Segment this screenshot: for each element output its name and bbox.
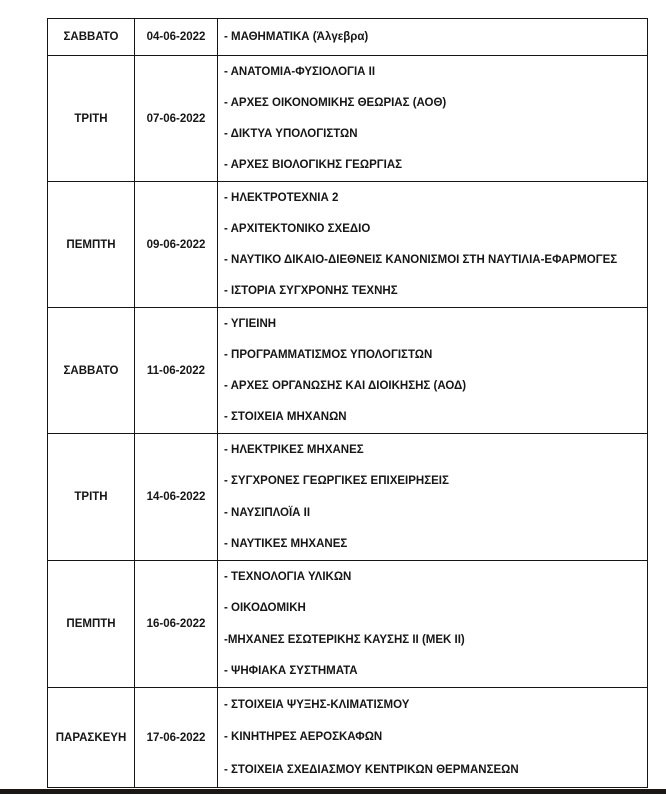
- subject-item: - ΠΡΟΓΡΑΜΜΑΤΙΣΜΟΣ ΥΠΟΛΟΓΙΣΤΩΝ: [224, 349, 433, 361]
- subjects-cell: [218, 308, 648, 434]
- subject-item: - ΟΙΚΟΔΟΜΙΚΗ: [224, 602, 306, 615]
- day-label: ΤΡΙΤΗ: [74, 491, 108, 503]
- subject-item: - ΨΗΦΙΑΚΑ ΣΥΣΤΗΜΑΤΑ: [224, 664, 358, 677]
- table-row: [48, 182, 648, 308]
- subject-item: - ΝΑΥΤΙΚΟ ΔΙΚΑΙΟ-ΔΙΕΘΝΕΙΣ ΚΑΝΟΝΙΣΜΟΙ ΣΤΗ ΝΑΥΤΙΛΙΑ-ΕΦΑΡΜΟΓΕΣ: [224, 254, 618, 266]
- subjects-list: [218, 309, 647, 433]
- exam-schedule-table: [47, 18, 648, 788]
- subject-item: -ΜΗΧΑΝΕΣ ΕΣΩΤΕΡΙΚΗΣ ΚΑΥΣΗΣ ΙΙ (ΜΕΚ ΙΙ): [224, 633, 465, 646]
- date-cell: [135, 434, 218, 561]
- subject-item: - ΔΙΚΤΥΑ ΥΠΟΛΟΓΙΣΤΩΝ: [224, 128, 358, 140]
- subject-item: - ΙΣΤΟΡΙΑ ΣΥΓΧΡΟΝΗΣ ΤΕΧΝΗΣ: [224, 285, 398, 297]
- date-cell: [135, 182, 218, 308]
- subject-item: - ΣΥΓΧΡΟΝΕΣ ΓΕΩΡΓΙΚΕΣ ΕΠΙΧΕΙΡΗΣΕΙΣ: [224, 475, 449, 488]
- subject-item: - ΥΓΙΕΙΝΗ: [224, 318, 277, 330]
- date-cell: [135, 56, 218, 182]
- date-cell: [135, 688, 218, 788]
- subjects-cell: [218, 688, 648, 788]
- subject-item: - ΚΙΝΗΤΗΡΕΣ ΑΕΡΟΣΚΑΦΩΝ: [224, 731, 383, 744]
- day-label: ΠΕΜΠΤΗ: [66, 238, 116, 251]
- subject-item: - ΑΡΧΕΣ ΟΙΚΟΝΟΜΙΚΗΣ ΘΕΩΡΙΑΣ (ΑΟΘ): [224, 97, 447, 109]
- page-bottom-edge: [0, 789, 666, 794]
- table-row: [48, 688, 648, 788]
- subject-item: - ΗΛΕΚΤΡΙΚΕΣ ΜΗΧΑΝΕΣ: [224, 444, 364, 457]
- subjects-list: [218, 20, 647, 55]
- date-cell: [135, 561, 218, 688]
- subject-item: - ΑΡΧΙΤΕΚΤΟΝΙΚΟ ΣΧΕΔΙΟ: [224, 223, 371, 235]
- subjects-cell: [218, 19, 648, 56]
- day-cell: [48, 56, 135, 182]
- subject-item: - ΑΡΧΕΣ ΟΡΓΑΝΩΣΗΣ ΚΑΙ ΔΙΟΙΚΗΣΗΣ (ΑΟΔ): [224, 380, 467, 392]
- subject-item: - ΑΝΑΤΟΜΙΑ-ΦΥΣΙΟΛΟΓΙΑ ΙΙ: [224, 66, 376, 78]
- subjects-cell: [218, 182, 648, 308]
- table-row: [48, 19, 648, 56]
- day-cell: [48, 434, 135, 561]
- day-label: ΣΑΒΒΑΤΟ: [63, 31, 119, 43]
- subject-item: - ΑΡΧΕΣ ΒΙΟΛΟΓΙΚΗΣ ΓΕΩΡΓΙΑΣ: [224, 159, 403, 171]
- day-cell: [48, 308, 135, 434]
- day-label: ΣΑΒΒΑΤΟ: [63, 364, 119, 377]
- day-label: ΠΑΡΑΣΚΕΥΗ: [55, 731, 127, 744]
- date-label: 07-06-2022: [146, 112, 206, 125]
- subject-item: - ΜΑΘΗΜΑΤΙΚΑ (Άλγεβρα): [224, 31, 369, 43]
- day-cell: [48, 182, 135, 308]
- day-label: ΠΕΜΠΤΗ: [66, 618, 116, 630]
- day-cell: [48, 688, 135, 788]
- table-row: [48, 308, 648, 434]
- subjects-list: [218, 57, 647, 181]
- subjects-list: [218, 435, 647, 560]
- day-cell: [48, 19, 135, 56]
- subject-item: - ΣΤΟΙΧΕΙΑ ΜΗΧΑΝΩΝ: [224, 411, 347, 423]
- subjects-list: [218, 689, 647, 787]
- subject-item: - ΤΕΧΝΟΛΟΓΙΑ ΥΛΙΚΩΝ: [224, 571, 352, 584]
- table-row: [48, 56, 648, 182]
- day-cell: [48, 561, 135, 688]
- subject-item: - ΗΛΕΚΤΡΟΤΕΧΝΙΑ 2: [224, 192, 339, 204]
- date-label: 11-06-2022: [146, 364, 206, 377]
- subjects-cell: [218, 561, 648, 688]
- table-row: [48, 434, 648, 561]
- subject-item: - ΣΤΟΙΧΕΙΑ ΨΥΞΗΣ-ΚΛΙΜΑΤΙΣΜΟΥ: [224, 698, 410, 711]
- date-cell: [135, 308, 218, 434]
- subject-item: - ΝΑΥΤΙΚΕΣ ΜΗΧΑΝΕΣ: [224, 537, 348, 550]
- date-label: 16-06-2022: [146, 618, 206, 630]
- subject-item: - ΝΑΥΣΙΠΛΟΪΑ ΙΙ: [224, 506, 311, 519]
- subject-item: - ΣΤΟΙΧΕΙΑ ΣΧΕΔΙΑΣΜΟΥ ΚΕΝΤΡΙΚΩΝ ΘΕΡΜΑΝΣΕΩΝ: [224, 764, 519, 777]
- date-cell: [135, 19, 218, 56]
- table-row: [48, 561, 648, 688]
- date-label: 14-06-2022: [146, 491, 206, 503]
- date-label: 04-06-2022: [146, 31, 206, 43]
- subjects-list: [218, 562, 647, 687]
- subjects-cell: [218, 434, 648, 561]
- date-label: 09-06-2022: [146, 238, 206, 251]
- subjects-cell: [218, 56, 648, 182]
- subjects-list: [218, 183, 647, 307]
- date-label: 17-06-2022: [146, 731, 206, 744]
- day-label: ΤΡΙΤΗ: [74, 112, 108, 125]
